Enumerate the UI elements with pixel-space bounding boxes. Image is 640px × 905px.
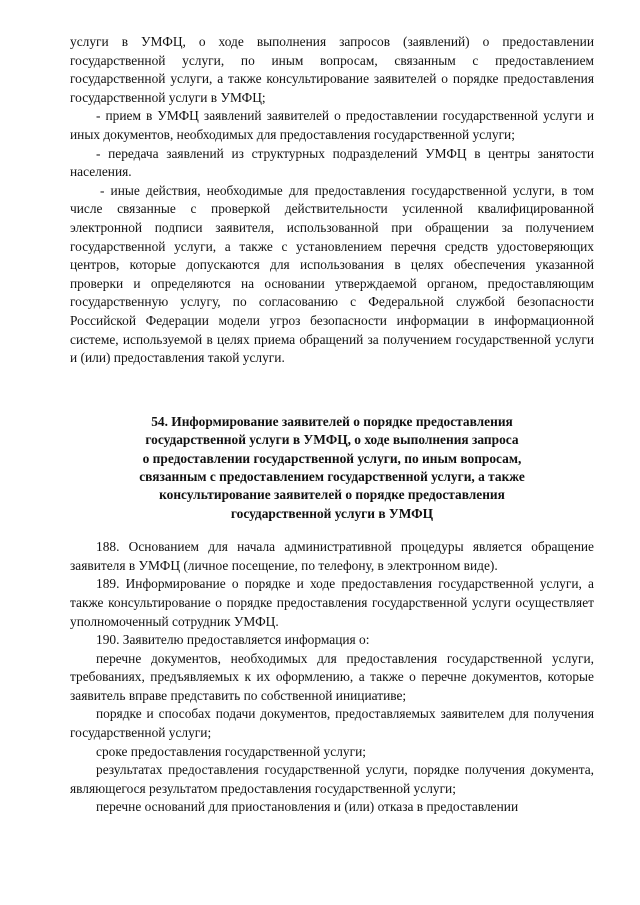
heading-line: государственной услуги в УМФЦ bbox=[230, 505, 434, 521]
paragraph-190: 190. Заявителю предоставляется информация о: bbox=[96, 632, 370, 648]
list-item-other-actions: - иные действия, необходимые для предоставления государственной услуги, в том числе связанные с проверкой действительности усиленной квалифицированной электронной подписи заявителя, использованной при обращении за получением государственной услуги, а также с установлением перечня средств удостоверяющих центров, которые допускаются для использования в целях обеспечения указанной проверки и определяются на основании утверждаемой органом, предоставляющим государственную услугу, по согласованию с Федеральной службой безопасности Российской Федерации модели угроз безопасности информации в информационной системе, используемой в целях приема обращений за получением государственной услуги и (или) предоставления такой услуги. bbox=[70, 182, 594, 366]
heading-line: государственной услуги в УМФЦ, о ходе выполнения запроса bbox=[145, 432, 519, 448]
paragraph-continuation: услуги в УМФЦ, о ходе выполнения запросов (заявлений) о предоставлении государственной услуги, по иным вопросам, связанным с предоставлением государственной услуги, а также консультирование заявителей о порядке предоставления государственной услуги в УМФЦ; bbox=[70, 34, 594, 105]
heading-line: 54. Информирование заявителей о порядке предоставления bbox=[151, 413, 513, 429]
section-heading bbox=[70, 413, 594, 523]
info-item-grounds: перечне оснований для приостановления и (или) отказа в предоставлении bbox=[96, 799, 519, 815]
info-item-results: результатах предоставления государственной услуги, порядке получения документа, являющегося результатом предоставления государственной услуги; bbox=[70, 762, 594, 796]
heading-line: связанным с предоставлением государственной услуги, а также bbox=[139, 468, 525, 484]
list-item-transfer: - передача заявлений из структурных подразделений УМФЦ в центры занятости населения. bbox=[70, 145, 594, 180]
heading-line: консультирование заявителей о порядке предоставления bbox=[159, 487, 505, 503]
paragraph-189: 189. Информирование о порядке и ходе предоставления государственной услуги, а также консультирование о порядке предоставления государственной услуги осуществляет уполномоченный сотрудник УМФЦ. bbox=[70, 576, 594, 629]
info-item-submission: порядке и способах подачи документов, предоставляемых заявителем для получения государственной услуги; bbox=[70, 706, 594, 741]
info-item-documents: перечне документов, необходимых для предоставления государственной услуги, требованиях, предъявляемых к их оформлению, а также о перечне документов, которые заявитель вправе представить по собственной инициативе; bbox=[70, 650, 594, 703]
heading-line: о предоставлении государственной услуги, по иным вопросам, bbox=[142, 450, 522, 466]
paragraph-188: 188. Основанием для начала административной процедуры является обращение заявителя в УМФЦ (личное посещение, по телефону, в электронном виде). bbox=[70, 539, 594, 573]
info-item-term: сроке предоставления государственной услуги; bbox=[96, 743, 366, 759]
list-item-reception: - прием в УМФЦ заявлений заявителей о предоставлении государственной услуги и иных документов, необходимых для предоставления государственной услуги; bbox=[70, 108, 594, 142]
